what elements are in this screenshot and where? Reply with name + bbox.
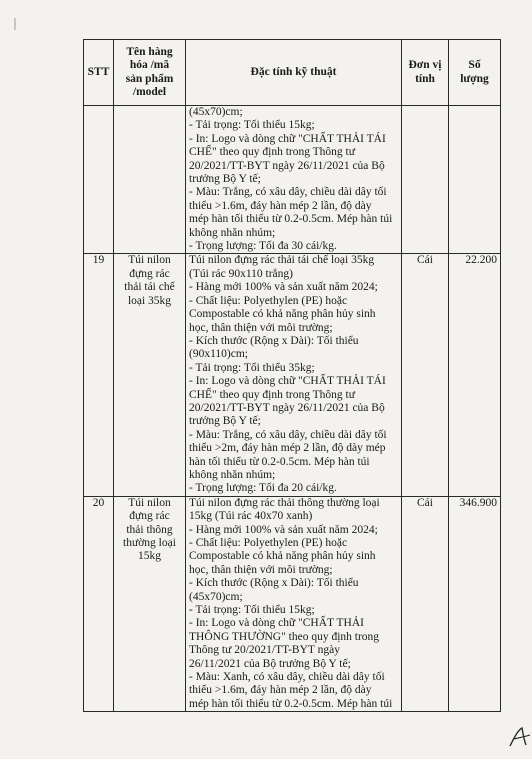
spec-line: - Chất liệu: Polyethylen (PE) hoặc xyxy=(189,294,348,307)
spec-line: Túi nilon đựng rác thải thông thường loại xyxy=(189,496,380,509)
header-spec: Đặc tính kỹ thuật xyxy=(186,40,402,106)
header-stt: STT xyxy=(84,40,114,106)
spec-line: - Tải trọng: Tối thiểu 15kg; xyxy=(189,119,315,132)
spec-line: - In: Logo và dòng chữ "CHẤT THẢI TÁI xyxy=(189,375,386,388)
spec-line: THÔNG THƯỜNG" theo quy định trong xyxy=(189,630,380,643)
product-name-line: đựng rác xyxy=(129,510,170,523)
product-name-line: Túi nilon xyxy=(128,254,171,267)
header-qty-line: lượng xyxy=(460,72,489,85)
row-qty: 346.900 xyxy=(449,496,501,712)
product-name-line: Túi nilon xyxy=(128,496,171,509)
spec-line: (Túi rác 90x110 trắng) xyxy=(189,267,293,280)
header-qty xyxy=(449,40,501,106)
header-name-line: hóa /mã xyxy=(129,59,170,72)
spec-line: 26/11/2021 của Bộ trưởng Bộ Y tế; xyxy=(189,657,351,670)
row-stt xyxy=(84,106,114,254)
spec-line: CHẾ" theo quy định trong Thông tư xyxy=(189,388,355,401)
spec-line: - Hàng mới 100% và sản xuất năm 2024; xyxy=(189,523,378,536)
spec-line: - Trọng lượng: Tối đa 30 cái/kg. xyxy=(189,240,337,253)
spec-line: mép hàn tối thiểu từ 0.2-0.5cm. Mép hàn túi xyxy=(189,213,393,226)
page-edge-mark xyxy=(14,18,16,30)
row-qty: 22.200 xyxy=(449,254,501,496)
spec-line: thiểu >2m, đáy hàn mép 2 lần, độ dày mép xyxy=(189,442,386,455)
spec-line: Thông tư 20/2021/TT-BYT ngày xyxy=(189,644,340,657)
spec-line: 20/2021/TT-BYT ngày 26/11/2021 của Bộ xyxy=(189,159,385,172)
spec-line: - Trọng lượng: Tối đa 20 cái/kg. xyxy=(189,482,337,495)
header-name xyxy=(114,40,186,106)
spec-line: thiểu >1.6m, đáy hàn mép 2 lần, độ dày xyxy=(189,199,372,212)
row-product-name xyxy=(114,106,186,254)
spec-line: thiểu >1.6m, đáy hàn mép 2 lần, độ dày xyxy=(189,684,372,697)
row-product-name xyxy=(114,496,186,712)
spec-line: không nhăn nhúm; xyxy=(189,468,276,481)
row-unit: Cái xyxy=(402,254,449,496)
row-stt: 19 xyxy=(84,254,114,496)
spec-line: Compostable có khả năng phân hủy sinh xyxy=(189,550,376,563)
spec-line: - Màu: Trắng, có xâu dây, chiều dài dây tối xyxy=(189,428,387,441)
spec-line: CHẾ" theo quy định trong Thông tư xyxy=(189,146,355,159)
spec-line: Túi nilon đựng rác thải tái chế loại 35kg xyxy=(189,254,375,267)
spec-line: học, thân thiện với môi trường; xyxy=(189,321,333,334)
spec-line: - Kích thước (Rộng x Dài): Tối thiểu xyxy=(189,334,359,347)
header-name-line: Tên hàng xyxy=(126,46,173,59)
spec-line: Compostable có khả năng phân hủy sinh xyxy=(189,308,376,321)
spec-line: học, thân thiện với môi trường; xyxy=(189,563,333,576)
row-unit: Cái xyxy=(402,496,449,712)
spec-line: (90x110)cm; xyxy=(189,348,248,361)
spec-table xyxy=(83,39,501,712)
row-qty xyxy=(449,106,501,254)
row-unit xyxy=(402,106,449,254)
spec-line: (45x70)cm; xyxy=(189,106,243,118)
header-name-line: sản phẩm xyxy=(125,72,174,85)
spec-line: - Hàng mới 100% và sản xuất năm 2024; xyxy=(189,281,378,294)
spec-line: 15kg (Túi rác 40x70 xanh) xyxy=(189,510,313,523)
row-spec xyxy=(186,106,402,254)
header-name-line: /model xyxy=(132,85,167,98)
spec-line: - Chất liệu: Polyethylen (PE) hoặc xyxy=(189,537,348,549)
table-header-row xyxy=(84,40,501,106)
table-row xyxy=(84,254,501,496)
spec-line: không nhăn nhúm; xyxy=(189,226,276,239)
product-name-line: đựng rác xyxy=(129,267,170,280)
spec-line: 20/2021/TT-BYT ngày 26/11/2021 của Bộ xyxy=(189,401,385,414)
row-spec xyxy=(186,496,402,712)
spec-line: - In: Logo và dòng chữ "CHẤT THẢI xyxy=(189,617,364,630)
row-product-name xyxy=(114,254,186,496)
header-unit-line: tính xyxy=(415,72,435,85)
product-name-line: thải thông xyxy=(126,523,173,536)
spec-line: trưởng Bộ Y tế; xyxy=(189,415,261,428)
table-row xyxy=(84,496,501,712)
spec-line: hàn tối thiểu từ 0.2-0.5cm. Mép hàn túi xyxy=(189,455,370,468)
row-spec xyxy=(186,254,402,496)
row-stt: 20 xyxy=(84,496,114,712)
spec-line: - Màu: Xanh, có xâu dây, chiều dài dây tối xyxy=(189,671,385,684)
spec-line: - Kích thước (Rộng x Dài): Tối thiểu xyxy=(189,577,359,590)
header-qty-line: Số xyxy=(468,59,481,72)
header-unit-line: Đơn vị xyxy=(408,59,442,72)
spec-line: mép hàn tối thiểu từ 0.2-0.5cm. Mép hàn túi xyxy=(189,697,393,710)
product-name-line: loại 35kg xyxy=(127,294,172,307)
header-unit xyxy=(402,40,449,106)
spec-line: - Tải trọng: Tối thiểu 35kg; xyxy=(189,361,315,374)
product-name-line: thường loại xyxy=(123,537,176,549)
spec-line: (45x70)cm; xyxy=(189,590,243,603)
table-row xyxy=(84,106,501,254)
handwritten-initial-mark xyxy=(508,726,532,748)
spec-line: - In: Logo và dòng chữ "CHẤT THẢI TÁI xyxy=(189,132,386,145)
spec-line: - Tải trọng: Tối thiểu 15kg; xyxy=(189,604,315,617)
product-name-line: 15kg xyxy=(138,550,161,563)
spec-line: trưởng Bộ Y tế; xyxy=(189,173,261,186)
spec-line: - Màu: Trắng, có xâu dây, chiều dài dây tối xyxy=(189,186,387,199)
product-name-line: thải tái chế xyxy=(124,281,175,294)
